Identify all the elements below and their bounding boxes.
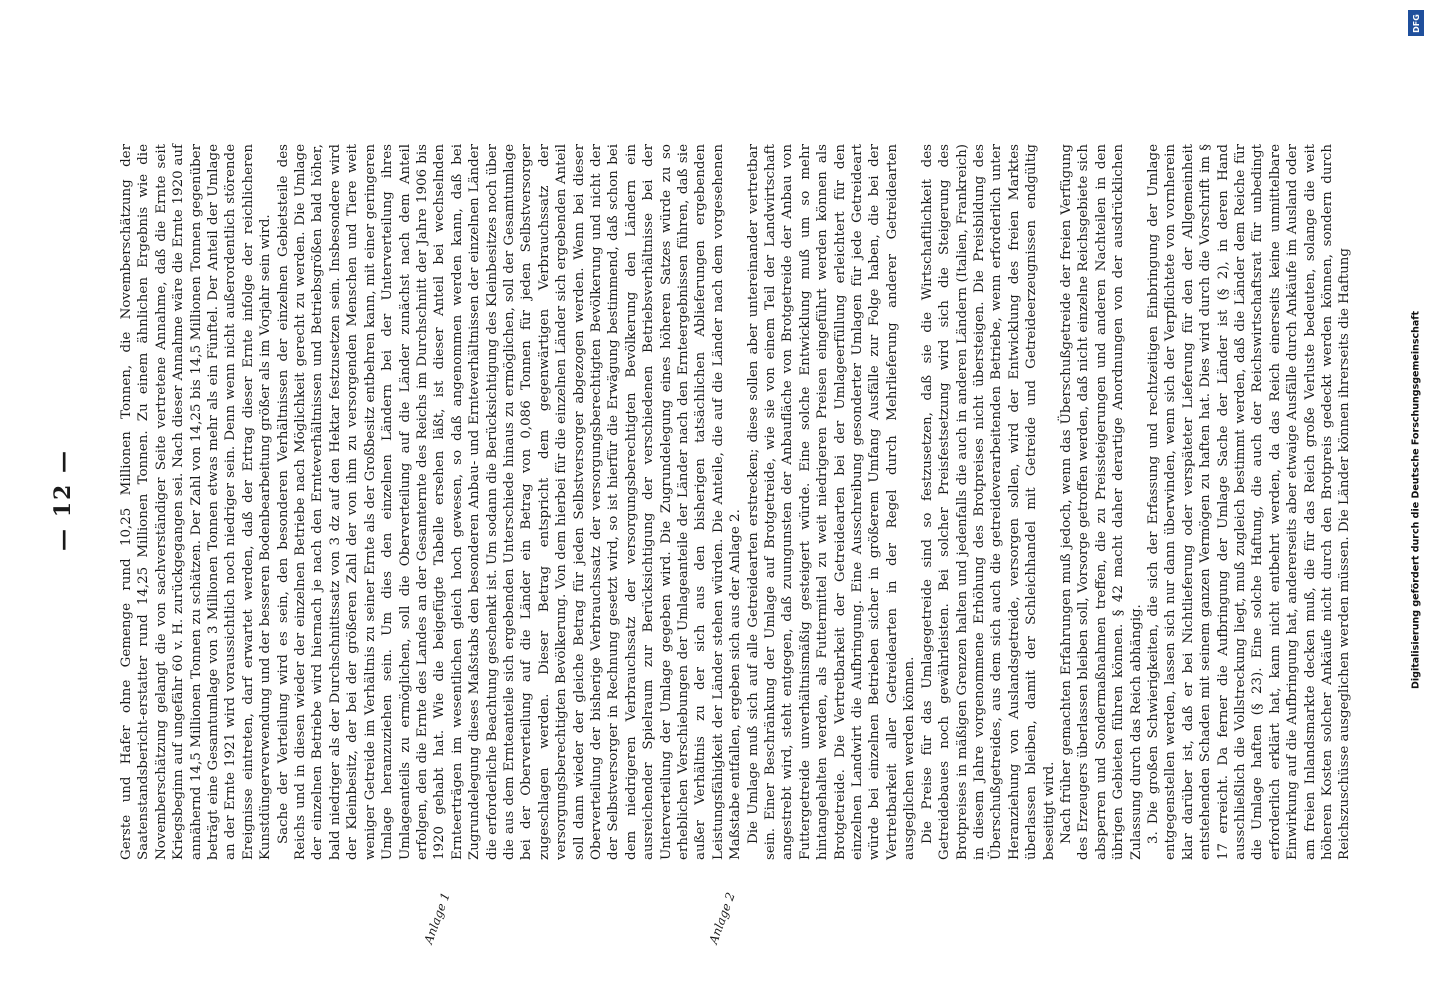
credit-text: Digitalisierung gefördert durch die Deutsche Forschungsgemeinschaft	[1410, 311, 1422, 689]
paragraph: Sache der Verteilung wird es sein, den besonderen Verhältnissen der einzelnen Gebietsteile des Reichs und in diesen wieder der einzelnen Betriebe nach Möglichkeit gerecht zu werden. Die Umlage der einzelnen Betriebe wird hiernach je nach den Ernteverhältnissen und Betriebsgrößen bald höher, bald niedriger als der Durchschnittssatz von 3 dz auf den Hektar festzusetzen sein. Insbesondere wird der Kleinbesitz, der bei der größeren Zahl der von ihm zu versorgenden Menschen und Tiere weit weniger Getreide im Verhältnis zu seiner Ernte als der Großbesitz entbehren kann, mit einer geringeren Umlage heranzuziehen sein. Um dies den einzelnen Ländern bei der Unterverteilung ihres Umlageanteils zu ermöglichen, soll die Oberverteilung auf die Länder zunächst nach dem Anteil erfolgen, den die Ernte des Landes an der Gesamternte des Reichs im Durchschnitt der Jahre 1906 bis 1920 gehabt hat. Wie die beigefügte Tabelle ersehen läßt, ist dieser Anteil bei wechselnden Ernteerträgen im wesentlichen gleich hoch gewesen, so daß angenommen werden kann, daß bei Zugrundelegung dieses Maßstabs den besonderen Anbau- und Ernteverhältnissen der einzelnen Länder die erforderliche Beachtung geschenkt ist. Um sodann die Berücksichtigung des Kleinbesitzes noch über die aus dem Ernteanteile sich ergebenden Unterschiede hinaus zu ermöglichen, soll der Gesamtumlage bei der Oberverteilung auf die Länder ein Betrag von 0,086 Tonnen für jeden Selbstversorger zugeschlagen werden. Dieser Betrag entspricht dem gegenwärtigen Verbrauchssatz der versorgungsberechtigten Bevölkerung. Von dem hierbei für die einzelnen Länder sich ergebenden Anteil soll dann wieder der gleiche Betrag für jeden Selbstversorger abgezogen werden. Wenn bei dieser Oberverteilung der bisherige Verbrauchssatz der versorgungsberechtigten Bevölkerung und nicht der der Selbstversorger in Rechnung gesetzt wird, so ist hierfür die Erwägung bestimmend, daß schon bei dem niedrigeren Verbrauchssatz der versorgungsberechtigten Bevölkerung den Ländern ein ausreichender Spielraum zur Berücksichtigung der verschiedenen Betriebsverhältnisse bei der Unterverteilung der Umlage gegeben wird. Die Zugrundelegung eines höheren Satzes würde zu so erheblichen Verschiebungen der Umlageanteile der Länder nach den Ernteergebnissen führen, daß sie außer Verhältnis zu der sich aus den bisherigen tatsächlichen Ablieferungen ergebenden Leistungsfähigkeit der Länder stehen würden. Die Anteile, die auf die Länder nach dem vorgesehenen Maßstabe entfallen, ergeben sich aus der Anlage 2.	[275, 144, 744, 860]
page-number: — 12 —	[50, 449, 76, 551]
paragraph: Nach früher gemachten Erfahrungen muß jedoch, wenn das Überschußgetreide der freien Verfügung des Erzeugers überlassen bleiben soll, Vorsorge getroffen werden, daß nicht einzelne Reichsgebiete sich absperren und Sondermaßnahmen treffen, die zu Preissteigerungen und anderen Nachteilen in den übrigen Gebieten führen können. § 42 macht daher derartige Anordnungen von der ausdrücklichen Zulassung durch das Reich abhängig.	[1058, 144, 1144, 860]
paragraph: 3. Die großen Schwierigkeiten, die sich der Erfassung und rechtzeitigen Einbringung der Umlage entgegenstellen werden, lassen sich nur dann überwinden, wenn sich der Verpflichtete von vornherein klar darüber ist, daß er bei Nichtlieferung oder verspäteter Lieferung für den der Allgemeinheit entstehenden Schaden mit seinem ganzen Vermögen zu haften hat. Dies wird durch die Vorschrift im § 17 erreicht. Da ferner die Aufbringung der Umlage Sache der Länder ist (§ 2), in deren Hand ausschließlich die Vollstreckung liegt, muß zugleich bestimmt werden, daß die Länder dem Reiche für die Umlage haften (§ 23). Eine solche Haftung, die auch der Reichswirtschaftsrat für unbedingt erforderlich erklärt hat, kann nicht entbehrt werden, da das Reich einerseits keine unmittelbare Einwirkung auf die Aufbringung hat, andererseits aber etwaige Ausfälle durch Ankäufe im Ausland oder am freien Inlandsmarkte decken muß, die für das Reich große Verluste bedeuten, solange die weit höheren Kosten solcher Ankäufe nicht durch den Brotpreis gedeckt werden können, sondern durch Reichszuschüsse ausgeglichen werden müssen. Die Länder können ihrerseits die Haftung	[1145, 144, 1353, 860]
margin-note-anlage-1: Anlage 1	[421, 890, 453, 946]
margin-note-anlage-2: Anlage 2	[706, 890, 738, 946]
paragraph: Gerste und Hafer ohne Gemenge rund 10,25 Millionen Tonnen, die Novemberschätzung der Saatenstandsbericht-erstatter rund 14,25 Millionen Tonnen. Zu einem ähnlichen Ergebnis wie die Novemberschätzung gelangt die von sachverständiger Seite vertretene Annahme, daß die Ernte seit Kriegsbeginn auf ungefähr 60 v. H. zurückgegangen sei. Nach dieser Annahme wäre die Ernte 1920 auf annähernd 14,5 Millionen Tonnen zu schätzen. Der Zahl von 14,25 bis 14,5 Millionen Tonnen gegenüber beträgt eine Gesamtumlage von 3 Millionen Tonnen etwas mehr als ein Fünftel. Der Anteil der Umlage an der Ernte 1921 wird voraussichtlich noch niedriger sein. Denn wenn nicht außerordentlich störende Ereignisse eintreten, darf erwartet werden, daß der Ertrag dieser Ernte infolge der reichlicheren Kunstdüngerverwendung und der besseren Bodenbearbeitung größer als im Vorjahr sein wird.	[119, 144, 274, 860]
paragraph: Die Umlage muß sich auf alle Getreidearten erstrecken; diese sollen aber untereinander vertretbar sein. Einer Beschränkung der Umlage auf Brotgetreide, wie sie von einem Teil der Landwirtschaft angestrebt wird, steht entgegen, daß zuungunsten der Anbaufläche von Brotgetreide der Anbau von Futtergetreide unverhältnismäßig gesteigert würde. Eine solche Entwicklung muß um so mehr hintangehalten werden, als Futtermittel zu weit niedrigeren Preisen eingeführt werden können als Brotgetreide. Die Vertretbarkeit der Getreidearten bei der Umlageerfüllung erleichtert für den einzelnen Landwirt die Aufbringung. Eine Ausschreibung gesonderter Umlagen für jede Getreideart würde bei einzelnen Betrieben sicher in größerem Umfang Ausfälle zur Folge haben, die bei der Vertretbarkeit aller Getreidearten in der Regel durch Mehrlieferung anderer Getreidearten ausgeglichen werden können.	[745, 144, 918, 860]
page-body	[118, 144, 1354, 860]
paragraph: Die Preise für das Umlagegetreide sind so festzusetzen, daß sie die Wirtschaftlichkeit des Getreidebaues noch gewährleisten. Bei solcher Preisfestsetzung wird sich die Steigerung des Brotpreises in mäßigen Grenzen halten und jedenfalls die auch in anderen Ländern (Italien, Frankreich) in diesem Jahre vorgenommene Erhöhung des Brotpreises nicht übersteigen. Die Preisbildung des Überschußgetreides, aus dem sich auch die getreideverarbeitenden Betriebe, wenn erforderlich unter Heranziehung von Auslandsgetreide, versorgen sollen, wird der Entwicklung des freien Marktes überlassen bleiben, damit der Schleichhandel mit Getreide und Getreideerzeugnissen endgültig beseitigt wird.	[919, 144, 1057, 860]
dfg-logo-icon: DFG	[1408, 10, 1424, 36]
digitization-credit	[1402, 0, 1430, 1000]
